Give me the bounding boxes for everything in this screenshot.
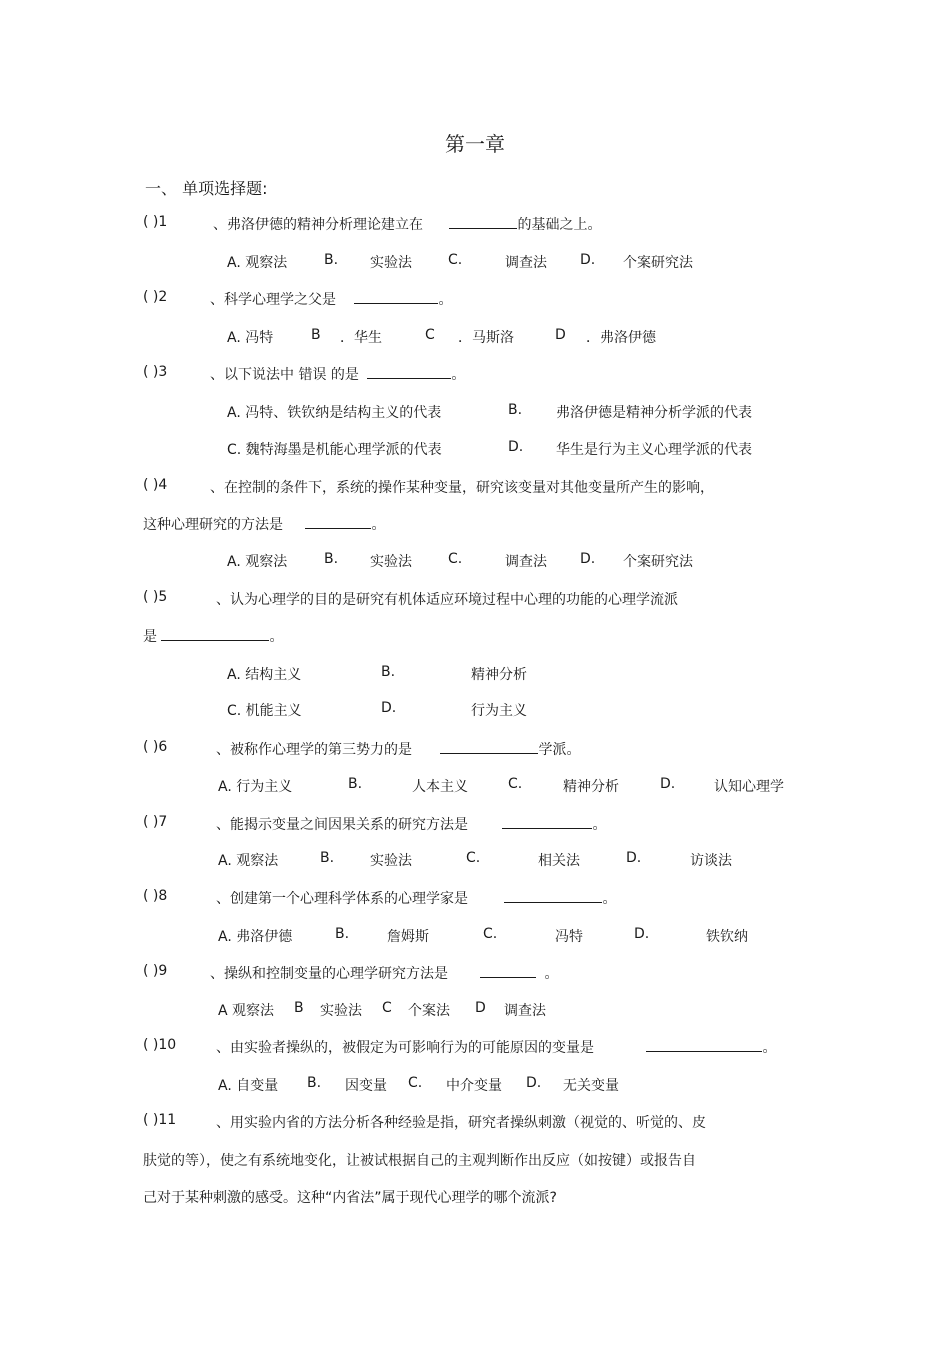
q4-blank xyxy=(305,514,371,529)
q3-option-d: 华生是行为主义心理学派的代表 xyxy=(556,442,752,458)
q8-option-d: 铁钦纳 xyxy=(706,929,748,945)
q7-option-b-letter: B. xyxy=(320,850,335,866)
q9-after: 。 xyxy=(544,966,559,982)
q3-option-c: C. 魏特海墨是机能心理学派的代表 xyxy=(227,442,442,458)
q1-stem: 、弗洛伊德的精神分析理论建立在 xyxy=(213,217,423,233)
q8-option-a: A. 弗洛伊德 xyxy=(218,929,293,945)
q10-option-d: 无关变量 xyxy=(563,1078,619,1094)
q5-option-c: C. 机能主义 xyxy=(227,703,302,719)
q7-option-d: 访谈法 xyxy=(690,853,732,869)
q3-option-b: 弗洛伊德是精神分析学派的代表 xyxy=(556,405,752,421)
q7-stem: 、能揭示变量之间因果关系的研究方法是 xyxy=(216,817,468,833)
q6-option-c-letter: C. xyxy=(508,776,523,792)
q1-option-b-letter: B. xyxy=(324,252,339,268)
q5-option-a: A. 结构主义 xyxy=(227,667,302,683)
q2-after: 。 xyxy=(438,292,453,308)
q1-option-d: 个案研究法 xyxy=(623,255,693,271)
q6-option-b: 人本主义 xyxy=(412,779,468,795)
q9-option-c: 个案法 xyxy=(408,1003,450,1019)
q6-blank xyxy=(440,739,538,754)
q3-option-b-letter: B. xyxy=(508,402,523,418)
q4-stem: 、在控制的条件下，系统的操作某种变量，研究该变量对其他变量所产生的影响， xyxy=(210,480,714,496)
q6-option-d: 认知心理学 xyxy=(714,779,784,795)
q10-option-b-letter: B. xyxy=(307,1075,322,1091)
q6-stem: 、被称作心理学的第三势力的是 xyxy=(216,742,412,758)
q4-option-a: A. 观察法 xyxy=(227,554,288,570)
section-title: 一、 单项选择题: xyxy=(145,179,268,198)
q8-stem: 、创建第一个心理科学体系的心理学家是 xyxy=(216,891,468,907)
q4-option-d-letter: D. xyxy=(580,551,596,567)
q10-after: 。 xyxy=(762,1040,777,1056)
q6-number: ( )6 xyxy=(143,739,168,755)
q8-number: ( )8 xyxy=(143,888,168,904)
q7-after: 。 xyxy=(592,817,607,833)
q10-option-a: A. 自变量 xyxy=(218,1078,279,1094)
q9-option-b: 实验法 xyxy=(320,1003,362,1019)
q2-option-d: ．弗洛伊德 xyxy=(586,330,656,346)
q6-option-b-letter: B. xyxy=(348,776,363,792)
q9-option-d-letter: D xyxy=(475,1000,486,1016)
q2-option-c-letter: C xyxy=(425,327,435,343)
q11-stem-line2: 肤觉的等），使之有系统地变化，让被试根据自己的主观判断作出反应（如按键）或报告自 xyxy=(143,1153,696,1169)
q1-text xyxy=(213,214,601,234)
q6-option-c: 精神分析 xyxy=(563,779,619,795)
q2-option-b-letter: B xyxy=(311,327,321,343)
q9-stem: 、操纵和控制变量的心理学研究方法是 xyxy=(210,966,448,982)
q4-after: 。 xyxy=(371,517,386,533)
q7-text xyxy=(216,814,606,834)
q1-after: 的基础之上。 xyxy=(517,217,602,233)
q4-stem-line2: 这种心理研究的方法是 xyxy=(143,517,283,533)
q10-text xyxy=(216,1037,776,1057)
q3-option-a: A. 冯特、铁钦纳是结构主义的代表 xyxy=(227,405,442,421)
q11-stem-line3: 己对于某种刺激的感受。这种“内省法”属于现代心理学的哪个流派? xyxy=(143,1190,557,1206)
q2-number: ( )2 xyxy=(143,289,168,305)
q10-option-c-letter: C. xyxy=(408,1075,423,1091)
q1-option-a: A. 观察法 xyxy=(227,255,288,271)
q7-option-d-letter: D. xyxy=(626,850,642,866)
q4-option-b: 实验法 xyxy=(370,554,412,570)
q1-option-b: 实验法 xyxy=(370,255,412,271)
q7-blank xyxy=(502,814,592,829)
q2-option-b: ．华生 xyxy=(340,330,382,346)
q4-option-c-letter: C. xyxy=(448,551,463,567)
q4-option-b-letter: B. xyxy=(324,551,339,567)
q5-blank xyxy=(161,626,269,641)
q5-option-d: 行为主义 xyxy=(471,703,527,719)
q10-stem: 、由实验者操纵的，被假定为可影响行为的可能原因的变量是 xyxy=(216,1040,594,1056)
q8-option-b: 詹姆斯 xyxy=(387,929,429,945)
q4-text-line2 xyxy=(143,514,385,534)
q1-option-d-letter: D. xyxy=(580,252,596,268)
q3-number: ( )3 xyxy=(143,364,168,380)
q4-option-c: 调查法 xyxy=(505,554,547,570)
q1-option-c-letter: C. xyxy=(448,252,463,268)
q7-option-c-letter: C. xyxy=(466,850,481,866)
q2-option-c: ．马斯洛 xyxy=(458,330,514,346)
q8-option-b-letter: B. xyxy=(335,926,350,942)
q4-option-d: 个案研究法 xyxy=(623,554,693,570)
q9-text xyxy=(210,963,558,983)
q7-option-c: 相关法 xyxy=(538,853,580,869)
q2-blank xyxy=(354,289,438,304)
q7-option-b: 实验法 xyxy=(370,853,412,869)
q5-option-b-letter: B. xyxy=(381,664,396,680)
q9-blank xyxy=(480,963,536,978)
q10-option-c: 中介变量 xyxy=(446,1078,502,1094)
q5-option-d-letter: D. xyxy=(381,700,397,716)
q1-number: ( )1 xyxy=(143,214,168,230)
q6-after: 学派。 xyxy=(538,742,581,758)
q2-stem: 、科学心理学之父是 xyxy=(210,292,336,308)
q1-option-c: 调查法 xyxy=(505,255,547,271)
q3-text xyxy=(210,364,465,384)
q1-blank xyxy=(449,214,517,229)
q10-option-d-letter: D. xyxy=(526,1075,542,1091)
q3-stem: 、以下说法中 错误 的是 xyxy=(210,367,359,383)
q5-text-line2 xyxy=(143,626,283,646)
q4-number: ( )4 xyxy=(143,477,168,493)
q2-option-a: A. 冯特 xyxy=(227,330,274,346)
q2-text xyxy=(210,289,452,309)
q9-option-b-letter: B xyxy=(294,1000,304,1016)
q5-option-b: 精神分析 xyxy=(471,667,527,683)
q11-stem: 、用实验内省的方法分析各种经验是指，研究者操纵刺激（视觉的、听觉的、皮 xyxy=(216,1115,706,1131)
q6-option-d-letter: D. xyxy=(660,776,676,792)
q8-text xyxy=(216,888,616,908)
q3-option-d-letter: D. xyxy=(508,439,524,455)
q9-number: ( )9 xyxy=(143,963,168,979)
q9-option-a: A 观察法 xyxy=(218,1003,275,1019)
q5-stem-line2: 是 xyxy=(143,629,157,645)
q10-blank xyxy=(646,1037,762,1052)
q7-option-a: A. 观察法 xyxy=(218,853,279,869)
q3-blank xyxy=(367,364,451,379)
q10-option-b: 因变量 xyxy=(345,1078,387,1094)
q5-after: 。 xyxy=(269,629,284,645)
q3-after: 。 xyxy=(451,367,466,383)
q2-option-d-letter: D xyxy=(555,327,566,343)
q9-option-c-letter: C xyxy=(382,1000,392,1016)
q8-blank xyxy=(504,888,602,903)
q8-option-c: 冯特 xyxy=(555,929,583,945)
q9-option-d: 调查法 xyxy=(504,1003,546,1019)
q10-number: ( )10 xyxy=(143,1037,177,1053)
q5-stem: 、认为心理学的目的是研究有机体适应环境过程中心理的功能的心理学流派 xyxy=(216,592,678,608)
q6-text xyxy=(216,739,580,759)
q11-number: ( )11 xyxy=(143,1112,177,1128)
q8-option-d-letter: D. xyxy=(634,926,650,942)
q8-option-c-letter: C. xyxy=(483,926,498,942)
q5-number: ( )5 xyxy=(143,589,168,605)
q8-after: 。 xyxy=(602,891,617,907)
chapter-title: 第一章 xyxy=(445,132,505,156)
q6-option-a: A. 行为主义 xyxy=(218,779,293,795)
q7-number: ( )7 xyxy=(143,814,168,830)
